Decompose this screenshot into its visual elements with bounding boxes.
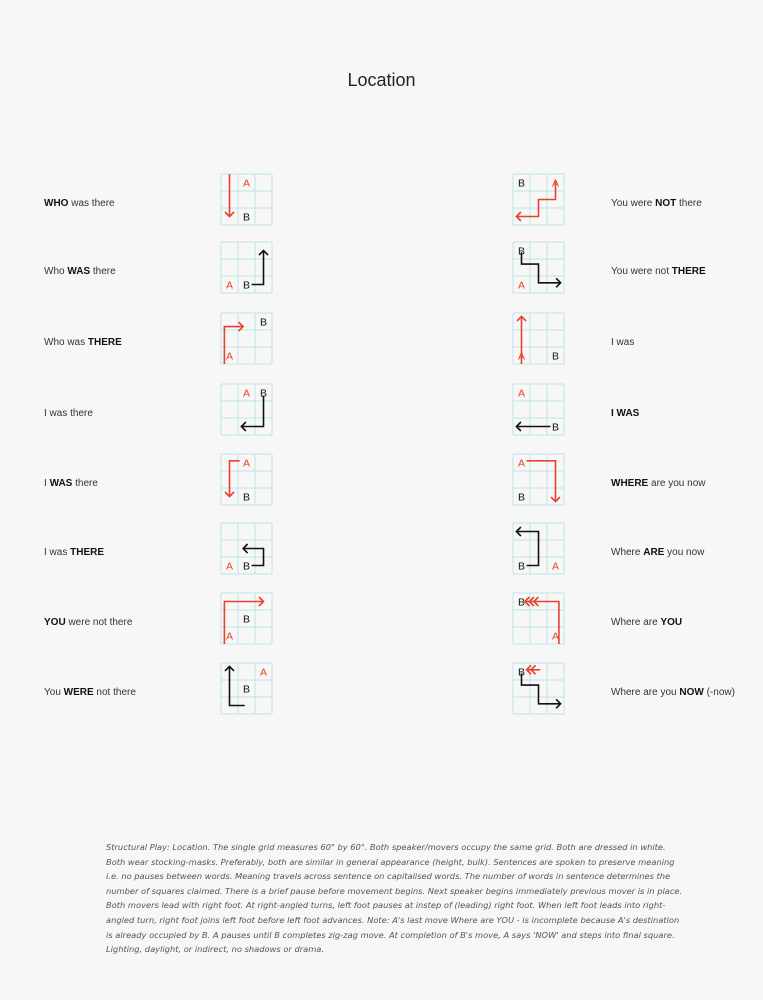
right-grid-3 <box>512 312 565 365</box>
movement-path <box>252 251 264 285</box>
mover-b-label: B <box>517 245 526 258</box>
right-phrase-5: WHERE are you now <box>611 478 706 489</box>
movement-path <box>522 673 561 704</box>
right-phrase-4: I WAS <box>611 408 640 419</box>
mover-a-label: A <box>551 177 560 190</box>
right-grid-8 <box>512 662 565 715</box>
mover-a-label: A <box>242 387 251 400</box>
mover-b-label: B <box>242 279 251 292</box>
right-grid-1 <box>512 173 565 226</box>
mover-b-label: B <box>242 211 251 224</box>
mover-a-label: A <box>225 279 234 292</box>
mover-a-label: A <box>517 387 526 400</box>
mover-b-label: B <box>517 177 526 190</box>
mover-a-label: A <box>517 457 526 470</box>
left-grid-1 <box>220 173 273 226</box>
mover-b-label: B <box>551 421 560 434</box>
left-phrase-2: Who WAS there <box>44 266 116 277</box>
movement-path <box>527 461 556 502</box>
right-phrase-3: I was <box>611 337 635 348</box>
caption: Structural Play: Location. The single grid measures 60" by 60". Both speaker/movers occupy the same grid. Both are dressed in white. Both wear stocking-masks. Preferably, both are similar in general appearance (height, bulk). Sentences are spoken to preserve meaning i.e. no pauses between words. Meaning travels across sentence on capitalised words. The number of words in sentence determines the number of squares claimed. There is a brief pause before movement begins. Next speaker begins immediately previous mover is in place. Both movers lead with right foot. At right-angled turns, left foot pauses at instep of (leading) right foot. When left foot leads into right-angled turn, right foot joins left foot before left foot advances. Note: A's last move Where are YOU - is incomplete because A's destination is already occupied by B. A pauses until B completes zig-zag move. At completion of B's move, A says 'NOW' and steps into final square. Lighting, daylight, or indirect, no shadows or drama. <box>106 842 683 955</box>
left-grid-4 <box>220 383 273 436</box>
left-phrase-1: WHO was there <box>44 198 115 209</box>
mover-a-label: A <box>551 630 560 643</box>
left-phrase-7: YOU were not there <box>44 617 133 628</box>
mover-a-label: A <box>242 177 251 190</box>
left-phrase-4: I was there <box>44 408 93 419</box>
left-grid-7 <box>220 592 273 645</box>
mover-b-label: B <box>242 613 251 626</box>
page-title: Location <box>347 70 416 90</box>
mover-a-label: A <box>242 457 251 470</box>
right-grid-4 <box>512 383 565 436</box>
right-grid-5 <box>512 453 565 506</box>
left-grid-6 <box>220 522 273 575</box>
left-grid-5 <box>220 453 273 506</box>
mover-a-label: A <box>225 630 234 643</box>
right-phrase-6: Where ARE you now <box>611 547 705 558</box>
left-grid-2 <box>220 241 273 294</box>
mover-a-label: A <box>551 560 560 573</box>
mover-b-label: B <box>259 387 268 400</box>
left-phrase-3: Who was THERE <box>44 337 122 348</box>
movement-path <box>522 252 561 283</box>
right-grid-2 <box>512 241 565 294</box>
movement-path <box>241 396 263 427</box>
mover-b-label: B <box>517 596 526 609</box>
mover-b-label: B <box>517 666 526 679</box>
mover-b-label: B <box>517 491 526 504</box>
right-phrase-8: Where are you NOW (-now) <box>611 687 735 698</box>
right-phrase-7: Where are YOU <box>611 617 683 628</box>
left-phrase-8: You WERE not there <box>44 687 136 698</box>
right-phrase-2: You were not THERE <box>611 266 706 277</box>
mover-a-label: A <box>517 350 526 363</box>
left-grid-3 <box>220 312 273 365</box>
mover-b-label: B <box>551 350 560 363</box>
left-phrase-5: I WAS there <box>44 478 98 489</box>
left-grid-8 <box>220 662 273 715</box>
mover-a-label: A <box>225 560 234 573</box>
left-phrase-6: I was THERE <box>44 547 105 558</box>
mover-b-label: B <box>259 316 268 329</box>
mover-b-label: B <box>242 560 251 573</box>
mover-b-label: B <box>242 683 251 696</box>
right-phrase-1: You were NOT there <box>611 198 702 209</box>
mover-a-label: A <box>259 666 268 679</box>
mover-b-label: B <box>517 560 526 573</box>
mover-a-label: A <box>517 279 526 292</box>
mover-a-label: A <box>225 350 234 363</box>
right-grid-6 <box>512 522 565 575</box>
right-grid-7 <box>512 592 565 645</box>
mover-b-label: B <box>242 491 251 504</box>
